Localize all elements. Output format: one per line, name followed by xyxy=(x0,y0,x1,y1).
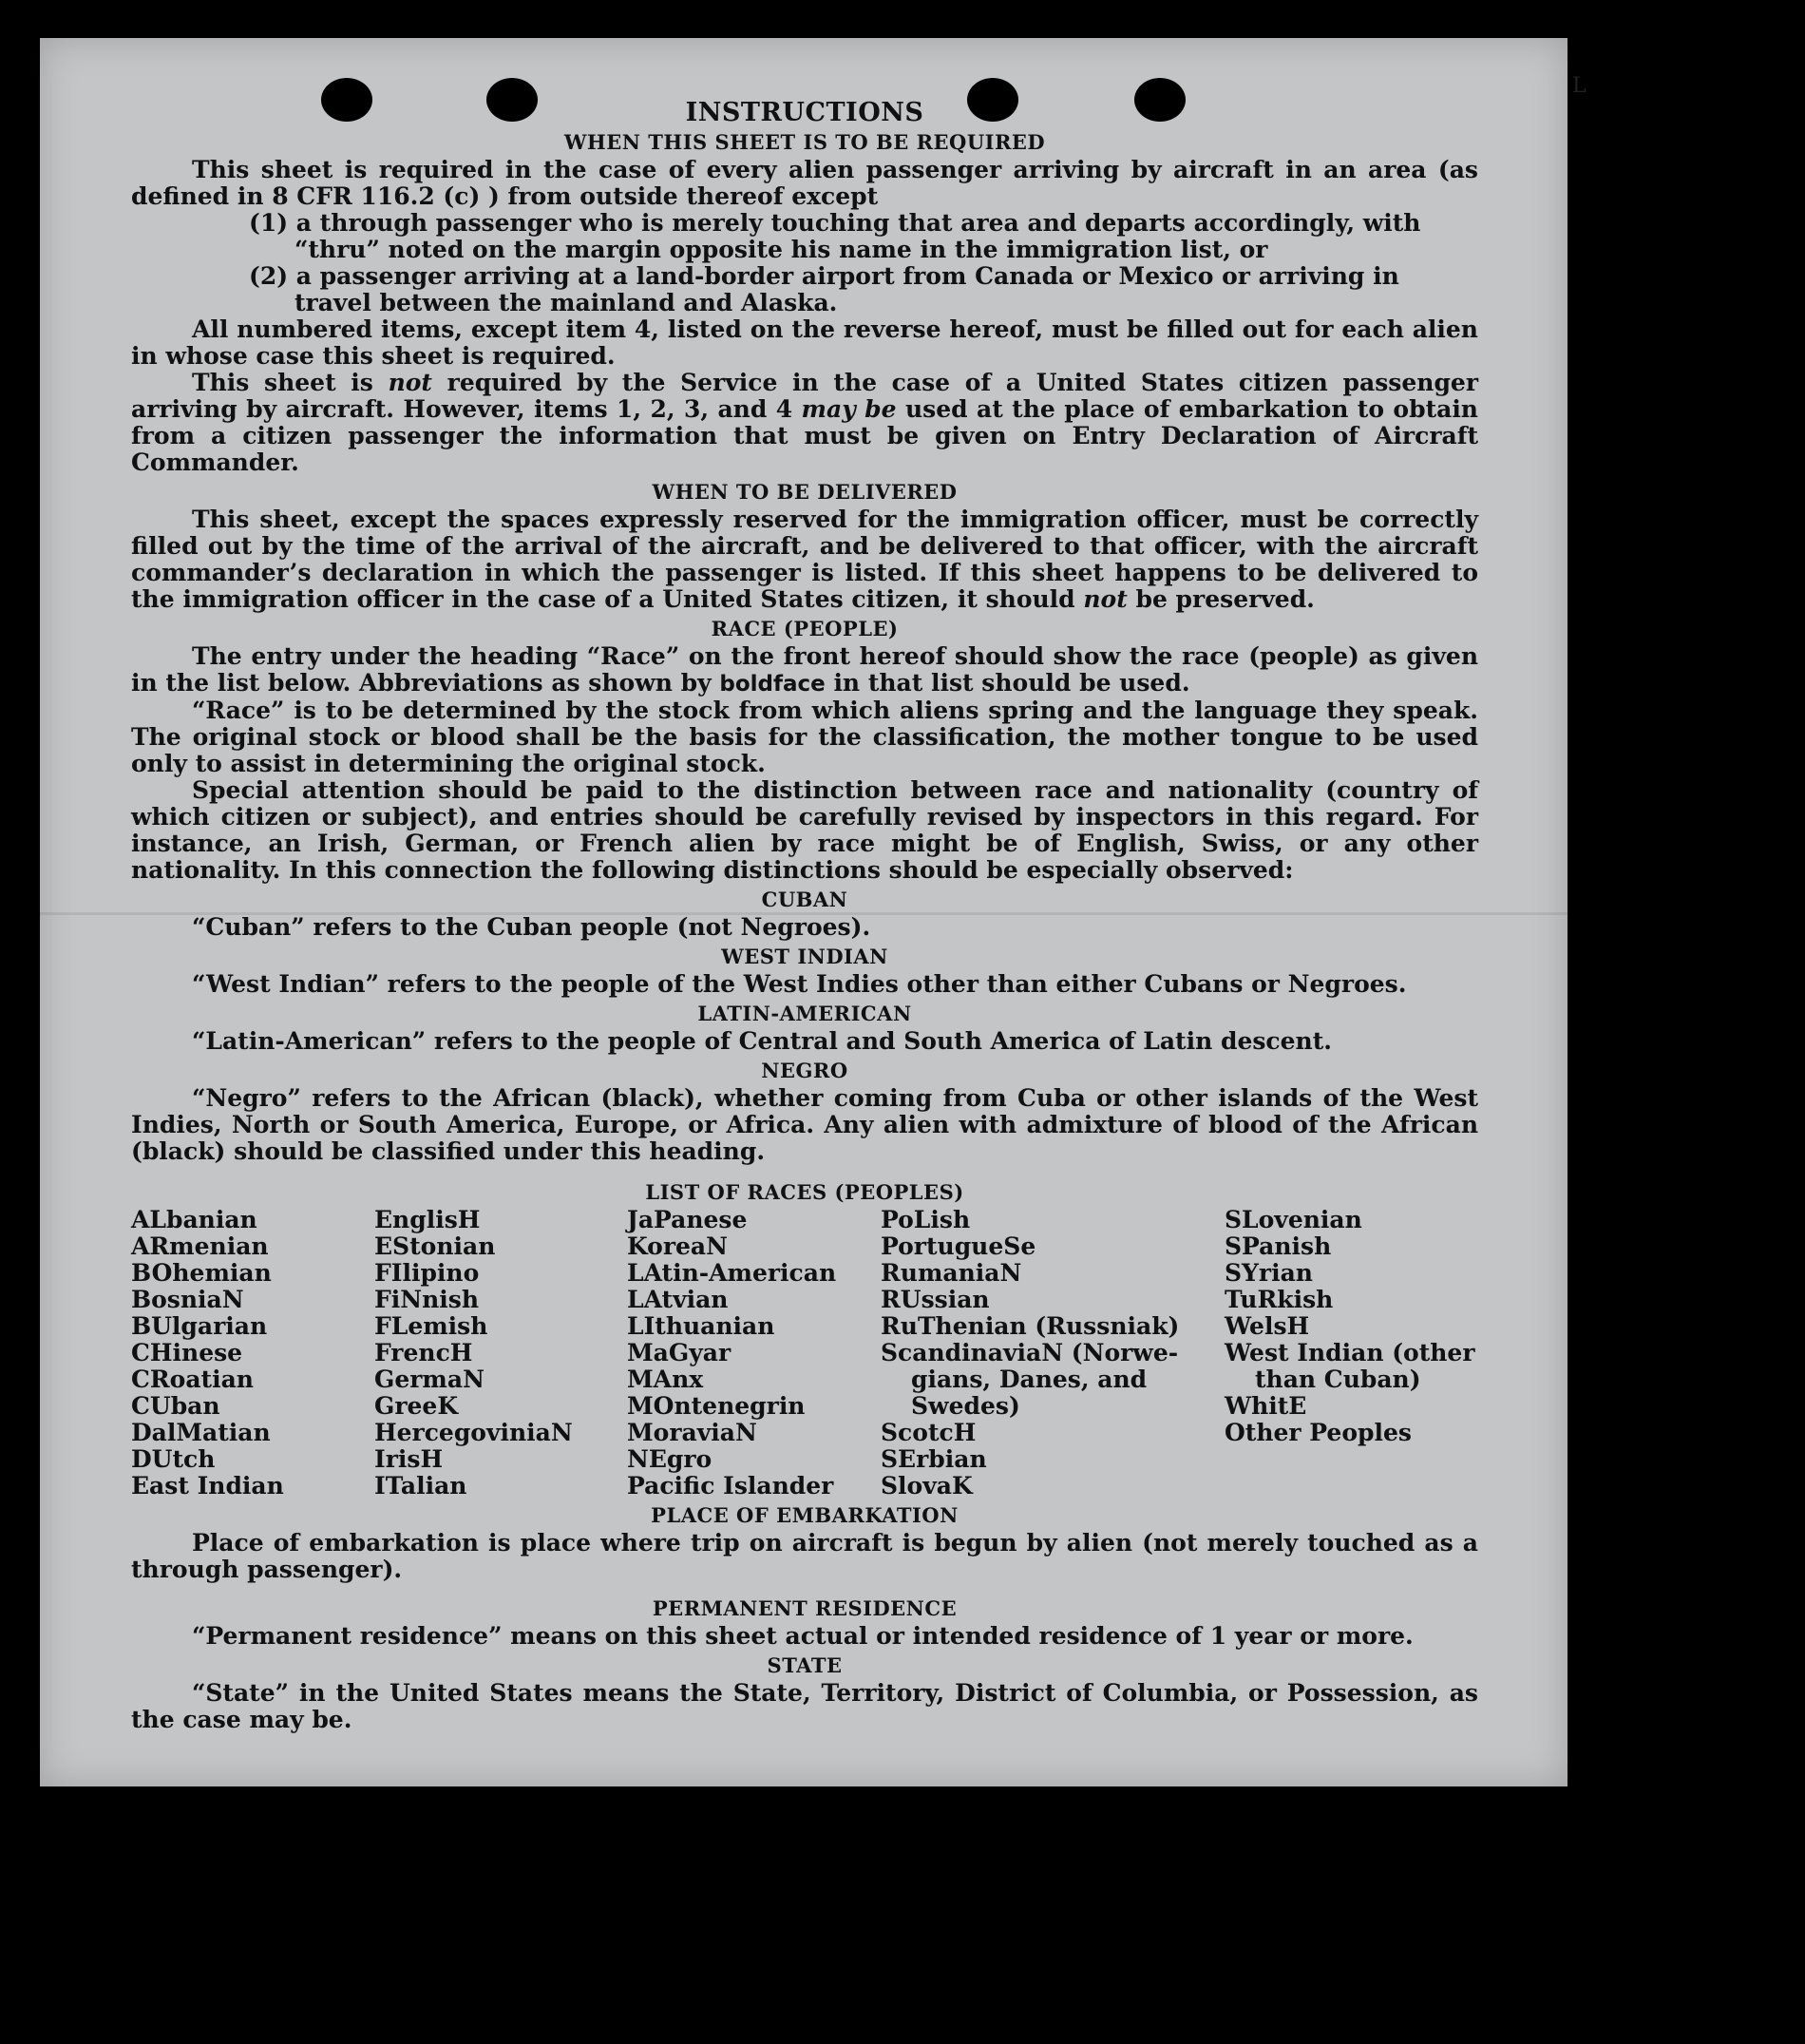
text-run: in that list should be used. xyxy=(825,669,1190,697)
paragraph: All numbered items, except item 4, listed on the reverse hereof, must be filled out for each alien in whose case this sheet is required. xyxy=(131,315,1478,370)
races-list xyxy=(131,1207,1478,1500)
text-run: used at the place of embarkation to obtain from a citizen passenger the information that must be given on Entry Declaration of Aircraft Commander. xyxy=(131,395,1478,476)
list-item: CHinese xyxy=(131,1339,243,1366)
subheading-latin-american: LATIN-AMERICAN xyxy=(697,1002,912,1025)
paragraph: “Cuban” refers to the Cuban people (not Negroes). xyxy=(192,913,871,941)
paragraph: Special attention should be paid to the distinction between race and nationality (country of which citizen or subject), and entries should be carefully revised by inspectors in this regard. For instance, an Irish, German, or French alien by race might be of English, Swiss, or any other nationality. In this connection the following distinctions should be especially observed: xyxy=(131,776,1478,884)
list-item: LIthuanian xyxy=(627,1312,775,1340)
section-heading-embarkation: PLACE OF EMBARKATION xyxy=(651,1503,959,1527)
paragraph: “Negro” refers to the African (black), whether coming from Cuba or other islands of the West Indies, North or South America, Europe, or Africa. Any alien with admixture of blood of the African (black) should be classified under this heading. xyxy=(131,1084,1478,1165)
paragraph: “State” in the United States means the State, Territory, District of Columbia, or Possession, as the case may be. xyxy=(131,1679,1478,1733)
list-item: ARmenian xyxy=(131,1232,269,1260)
list-item: BUlgarian xyxy=(131,1312,268,1340)
races-column xyxy=(131,1207,374,1500)
emphasis: may be xyxy=(801,395,897,423)
list-item: Swedes) xyxy=(911,1392,1020,1420)
paragraph: Place of embarkation is place where trip on aircraft is begun by alien (not merely touched as a through passenger). xyxy=(131,1529,1478,1583)
list-item: LAtin-American xyxy=(627,1259,837,1287)
list-item: SlovaK xyxy=(881,1472,973,1500)
list-item: DUtch xyxy=(131,1445,216,1473)
races-column xyxy=(881,1206,1180,1500)
corner-mark: L xyxy=(1572,74,1586,98)
list-item: (1) a through passenger who is merely touching that area and departs accordingly, with “thru” noted on the margin opposite his name in the immigration list, or xyxy=(249,209,1421,263)
text-run: required by the Service in the case of a United States citizen passenger arriving by aircraft. However, items 1, 2, 3, and 4 xyxy=(131,369,1478,423)
list-item: East Indian xyxy=(131,1472,284,1500)
list-item: RuThenian (Russniak) xyxy=(881,1312,1180,1340)
list-item: ScandinaviaN (Norwe- xyxy=(881,1339,1179,1366)
emphasis: boldface xyxy=(719,672,826,697)
list-item: ITalian xyxy=(374,1472,467,1500)
paragraph: This sheet is required in the case of every alien passenger arriving by aircraft in an area (as defined in 8 CFR 116.2 (c) ) from outside thereof except xyxy=(131,156,1478,210)
list-item: BosniaN xyxy=(131,1286,244,1313)
list-item: Other Peoples xyxy=(1225,1419,1412,1446)
list-item: MOntenegrin xyxy=(627,1392,806,1420)
list-item: SYrian xyxy=(1225,1259,1313,1287)
section-heading-delivered: WHEN TO BE DELIVERED xyxy=(652,480,958,504)
list-item: FiNnish xyxy=(374,1286,480,1313)
emphasis: not xyxy=(1083,585,1128,613)
list-item: SErbian xyxy=(881,1445,987,1473)
list-item: SLovenian xyxy=(1225,1206,1362,1233)
list-item: FIlipino xyxy=(374,1259,480,1287)
list-item: ALbanian xyxy=(131,1206,257,1233)
text-run: This sheet, except the spaces expressly reserved for the immigration officer, must be correctly filled out by the time of the arrival of the aircraft, and be delivered to that officer, with the aircraft commander’s declaration in which the passenger is listed. If this sheet happens to be delivered to the immigration officer in the case of a United States citizen, it should xyxy=(131,506,1478,613)
list-item: BOhemian xyxy=(131,1259,272,1287)
document-sheet xyxy=(40,38,1586,1786)
list-item: RumaniaN xyxy=(881,1259,1022,1287)
list-item: PortugueSe xyxy=(881,1232,1036,1260)
list-item: LAtvian xyxy=(627,1286,729,1313)
page-title: INSTRUCTIONS xyxy=(685,98,924,127)
section-heading-race: RACE (PEOPLE) xyxy=(711,617,899,640)
list-item: MAnx xyxy=(627,1366,704,1393)
section-heading-required: WHEN THIS SHEET IS TO BE REQUIRED xyxy=(563,130,1046,154)
paragraph: “Race” is to be determined by the stock from which aliens spring and the language they speak. The original stock or blood shall be the basis for the classification, the mother tongue to be used only to assist in determining the original stock. xyxy=(131,697,1478,777)
text-run: This sheet is xyxy=(192,369,389,396)
list-item: (2) a passenger arriving at a land-border airport from Canada or Mexico or arriving in travel between the mainland and Alaska. xyxy=(249,262,1399,316)
list-item: CRoatian xyxy=(131,1366,254,1393)
list-item: RUssian xyxy=(881,1286,990,1313)
list-item: NEgro xyxy=(627,1445,712,1473)
text-run: be preserved. xyxy=(1127,585,1315,613)
list-item: FrencH xyxy=(374,1339,473,1366)
subheading-cuban: CUBAN xyxy=(761,888,848,911)
list-item: IrisH xyxy=(374,1445,444,1473)
list-item: KoreaN xyxy=(627,1232,728,1260)
instructions-body xyxy=(131,100,1478,1733)
list-item: EStonian xyxy=(374,1232,496,1260)
text-run: The entry under the heading “Race” on the front hereof should show the race (people) as given in the list below. Abbreviations as shown by xyxy=(131,642,1478,697)
subheading-negro: NEGRO xyxy=(761,1059,848,1082)
list-item: gians, Danes, and xyxy=(911,1366,1148,1393)
list-item: WelsH xyxy=(1225,1312,1310,1340)
section-heading-list-of-races: LIST OF RACES (PEOPLES) xyxy=(645,1180,964,1204)
list-item: CUban xyxy=(131,1392,220,1420)
list-item: Pacific Islander xyxy=(627,1472,834,1500)
list-item: West Indian (other xyxy=(1225,1339,1475,1366)
list-item: PoLish xyxy=(881,1206,971,1233)
paragraph: “West Indian” refers to the people of the West Indies other than either Cubans or Negroes. xyxy=(192,970,1407,998)
paragraph: “Latin-American” refers to the people of Central and South America of Latin descent. xyxy=(192,1027,1332,1055)
list-item: GermaN xyxy=(374,1366,484,1393)
list-item: than Cuban) xyxy=(1255,1366,1421,1393)
section-heading-residence: PERMANENT RESIDENCE xyxy=(652,1596,958,1620)
list-item: MaGyar xyxy=(627,1339,732,1366)
paragraph xyxy=(131,370,1478,476)
list-item: TuRkish xyxy=(1225,1286,1334,1313)
list-item: MoraviaN xyxy=(627,1419,757,1446)
subheading-west-indian: WEST INDIAN xyxy=(721,945,888,968)
list-item: FLemish xyxy=(374,1312,488,1340)
list-item: JaPanese xyxy=(627,1206,748,1233)
list-item: GreeK xyxy=(374,1392,459,1420)
paragraph xyxy=(131,643,1478,697)
races-column xyxy=(627,1207,881,1500)
list-item: HercegoviniaN xyxy=(374,1419,573,1446)
paragraph: “Permanent residence” means on this sheet actual or intended residence of 1 year or more. xyxy=(192,1622,1414,1650)
section-heading-state: STATE xyxy=(767,1653,843,1677)
list-item: WhitE xyxy=(1225,1392,1307,1420)
list-item: DalMatian xyxy=(131,1419,271,1446)
races-column xyxy=(374,1207,627,1500)
paragraph xyxy=(131,506,1478,613)
list-item: SPanish xyxy=(1225,1232,1332,1260)
list-item: EnglisH xyxy=(374,1206,481,1233)
races-column xyxy=(1225,1207,1478,1500)
list-item: ScotcH xyxy=(881,1419,977,1446)
emphasis: not xyxy=(388,369,432,396)
